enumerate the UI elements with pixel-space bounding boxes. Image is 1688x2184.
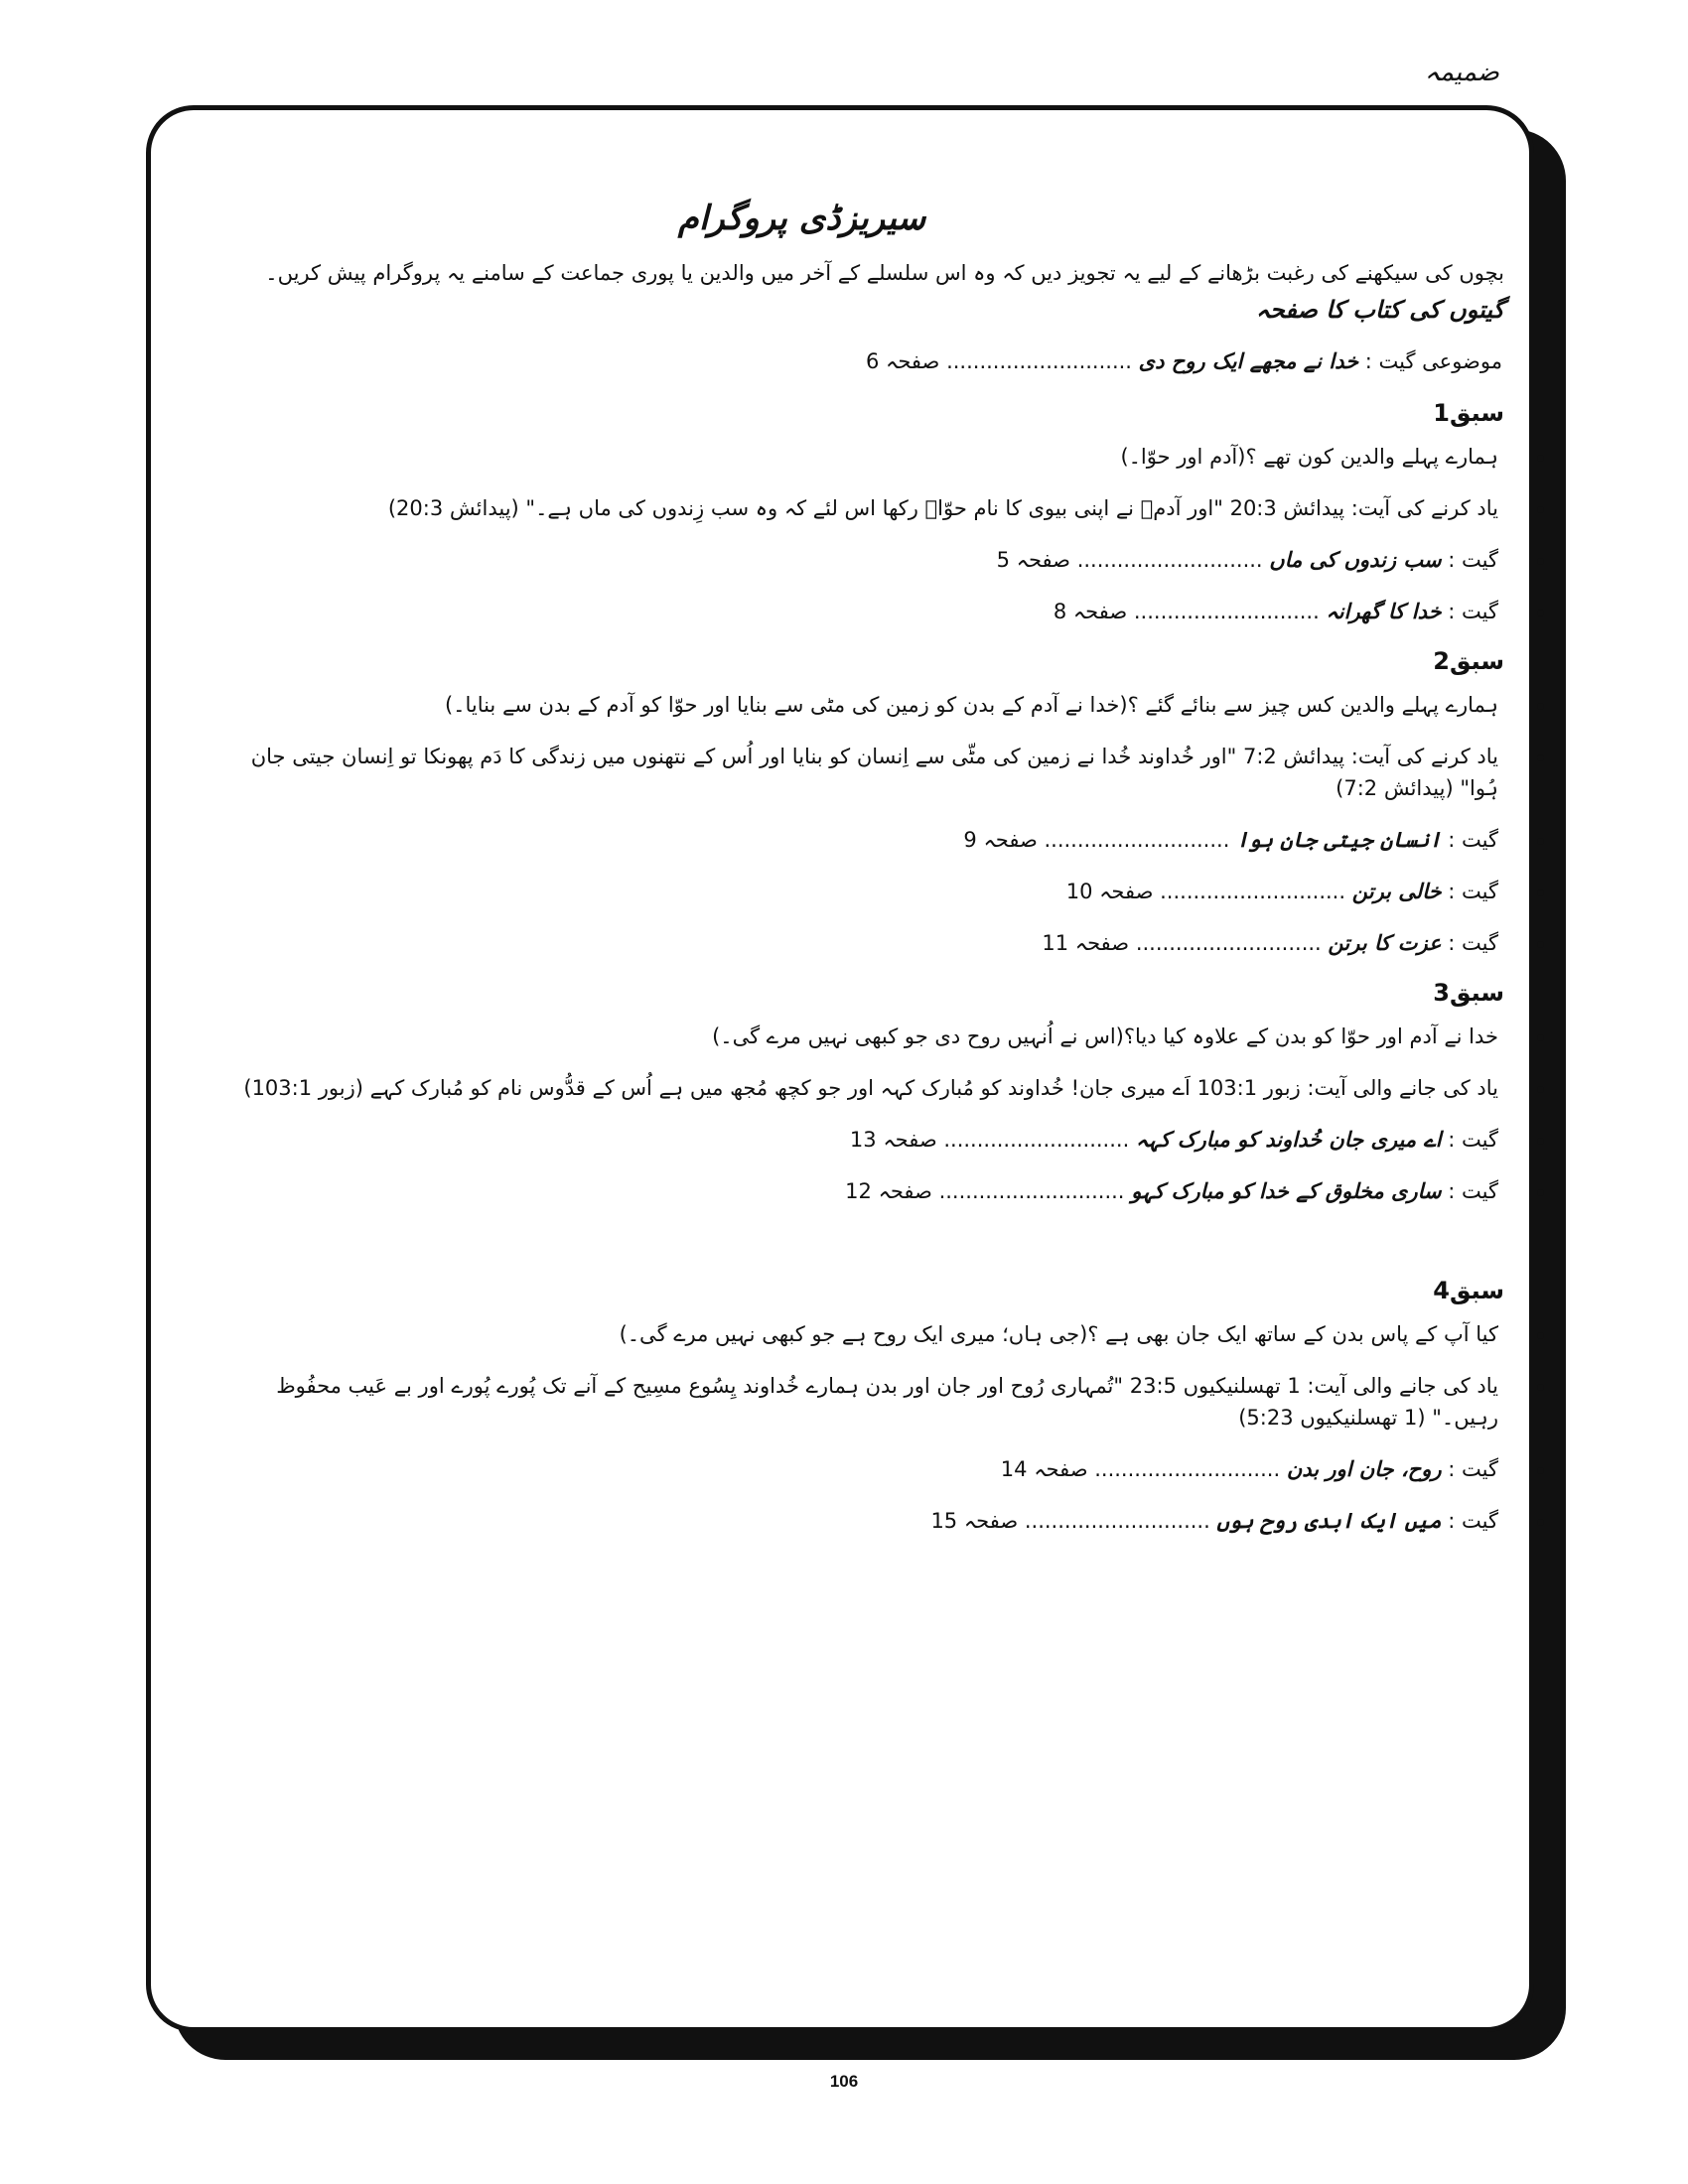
lesson-3-list xyxy=(218,1021,1504,1207)
song-title: عزت کا برتن xyxy=(1328,931,1442,955)
song-title: ساری مخلوق کے خدا کو مبارک کہو xyxy=(1131,1179,1442,1203)
leader-dots: ............................ xyxy=(1076,548,1263,572)
theme-song-title: خدا نے مجھے ایک روح دی xyxy=(1138,349,1359,373)
song-page: صفحہ 12 xyxy=(845,1179,932,1203)
song-item xyxy=(218,596,1504,627)
theme-label: موضوعی گیت : xyxy=(1364,349,1502,373)
list-item: یاد کی جانے والی آیت: 1 تھسلنیکیوں 23:5 "تُمہاری رُوح اور جان اور بدن ہمارے خُداوند یِسُوع مسِیح کے آنے تک پُورے پُورے اور بے عَیب محفُوظ رہیں۔" (1 تھسلنیکیوں 5:23) xyxy=(218,1370,1504,1433)
intro-paragraph: بچوں کی سیکھنے کی رغبت بڑھانے کے لیے یہ تجویز دیں کہ وہ اس سلسلے کے آخر میں والدین یا پوری جماعت کے سامنے یہ پروگرام پیش کریں۔ xyxy=(265,261,1504,285)
song-item xyxy=(218,876,1504,907)
leader-dots: ............................ xyxy=(1133,600,1320,623)
list-item: ہمارے پہلے والدین کس چیز سے بنائے گئے ؟(خدا نے آدم کے بدن کو زمین کی مٹی سے بنایا اور حوّا کو آدم کے بدن سے بنایا۔) xyxy=(218,689,1504,721)
list-item: یاد کرنے کی آیت: پیدائش 7:2 "اور خُداوند خُدا نے زمین کی مٹّی سے اِنسان کو بنایا اور اُس کے نتھنوں میں زندگی کا دَم پھونکا تو اِنسان جیتی جان ہُوا" (پیدائش 7:2) xyxy=(218,741,1504,804)
song-label: گیت : xyxy=(1448,548,1498,572)
list-item: یاد کی جانے والی آیت: زبور 103:1 اَے میری جان! خُداوند کو مُبارک کہہ اور جو کچھ مُجھ میں ہے اُس کے قدُّوس نام کو مُبارک کہے (زبور 103:1) xyxy=(218,1072,1504,1104)
song-label: گیت : xyxy=(1448,1509,1498,1533)
lesson-2-title: سبق2 xyxy=(1433,647,1504,675)
lesson-4-list xyxy=(218,1318,1504,1537)
leader-dots: ............................ xyxy=(1024,1509,1210,1533)
lesson-1-list xyxy=(218,441,1504,627)
song-label: گیت : xyxy=(1448,828,1498,852)
leader-dots: ............................ xyxy=(938,1179,1125,1203)
lesson-3-title: سبق3 xyxy=(1433,979,1504,1007)
song-item xyxy=(218,1505,1504,1537)
song-title: خالی برتن xyxy=(1351,880,1442,903)
songbook-heading: گیتوں کی کتاب کا صفحہ xyxy=(1255,296,1504,324)
song-label: گیت : xyxy=(1448,1457,1498,1481)
theme-song-line xyxy=(218,345,1504,377)
leader-dots: ............................ xyxy=(1044,828,1230,852)
song-label: گیت : xyxy=(1448,1179,1498,1203)
song-item xyxy=(218,1175,1504,1207)
song-item xyxy=(218,1453,1504,1485)
song-label: گیت : xyxy=(1448,600,1498,623)
list-item: ہمارے پہلے والدین کون تھے ؟(آدم اور حوّا۔) xyxy=(218,441,1504,473)
song-title: میں ایک ابدی روح ہوں xyxy=(1216,1509,1442,1533)
song-label: گیت : xyxy=(1448,880,1498,903)
song-page: صفحہ 11 xyxy=(1042,931,1130,955)
song-item xyxy=(218,927,1504,959)
list-item: یاد کرنے کی آیت: پیدائش 20:3 "اور آدمؔ نے اپنی بیوی کا نام حوّاؔ رکھا اس لئے کہ وہ سب زِندوں کی ماں ہے۔" (پیدائش 20:3) xyxy=(218,492,1504,524)
song-item xyxy=(218,544,1504,576)
song-page: صفحہ 14 xyxy=(1000,1457,1088,1481)
leader-dots: ............................ xyxy=(946,349,1132,373)
song-title: اے میری جان خُداوند کو مبارک کہہ xyxy=(1135,1128,1442,1152)
lesson-1-title: سبق1 xyxy=(1433,399,1504,427)
leader-dots: ............................ xyxy=(943,1128,1130,1152)
song-page: صفحہ 15 xyxy=(930,1509,1019,1533)
song-page: صفحہ 5 xyxy=(996,548,1070,572)
leader-dots: ............................ xyxy=(1094,1457,1281,1481)
page-number: 106 xyxy=(829,2072,859,2091)
song-item xyxy=(218,1124,1504,1156)
song-label: گیت : xyxy=(1448,1128,1498,1152)
header-tag: ضمیمہ xyxy=(1424,58,1499,87)
list-item: خدا نے آدم اور حوّا کو بدن کے علاوہ کیا دیا؟(اس نے اُنہیں روح دی جو کبھی نہیں مرے گی۔) xyxy=(218,1021,1504,1052)
song-title: خدا کا گھرانہ xyxy=(1326,600,1442,623)
theme-page: صفحہ 6 xyxy=(866,349,940,373)
song-label: گیت : xyxy=(1448,931,1498,955)
song-title: انسان جیتی جان ہوا xyxy=(1236,828,1442,852)
song-item xyxy=(218,824,1504,856)
leader-dots: ............................ xyxy=(1160,880,1346,903)
song-title: سب زندوں کی ماں xyxy=(1269,548,1442,572)
leader-dots: ............................ xyxy=(1135,931,1322,955)
page-title: سیریزڈی پروگرام xyxy=(677,199,926,238)
song-page: صفحہ 9 xyxy=(963,828,1038,852)
lesson-2-list xyxy=(218,689,1504,959)
main-content xyxy=(218,199,1504,1557)
song-title: روح، جان اور بدن xyxy=(1286,1457,1442,1481)
song-page: صفحہ 13 xyxy=(849,1128,937,1152)
lesson-4-title: سبق4 xyxy=(1433,1277,1504,1304)
list-item: کیا آپ کے پاس بدن کے ساتھ ایک جان بھی ہے ؟(جی ہاں؛ میری ایک روح ہے جو کبھی نہیں مرے گی۔) xyxy=(218,1318,1504,1350)
spacer xyxy=(218,1227,1504,1277)
song-page: صفحہ 10 xyxy=(1065,880,1154,903)
song-page: صفحہ 8 xyxy=(1053,600,1128,623)
